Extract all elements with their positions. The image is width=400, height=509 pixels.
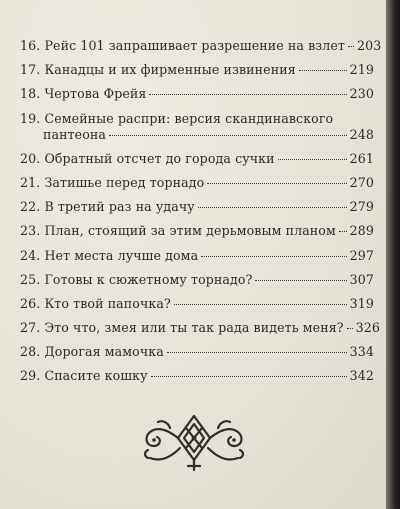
dot-leader <box>347 328 353 329</box>
toc-entry <box>20 175 374 191</box>
toc-entry-label: 19. Семейные распри: версия скандинавского <box>20 110 334 126</box>
toc-entry <box>20 86 374 102</box>
toc-entry <box>20 62 374 78</box>
dot-leader <box>151 376 347 377</box>
toc-entry-label: 16. Рейс 101 запрашивает разрешение на взлет <box>20 38 345 53</box>
toc-entry <box>20 248 374 264</box>
toc-entry <box>20 344 374 360</box>
toc-entry-label: 23. План, стоящий за этим дерьмовым планом <box>20 223 336 239</box>
toc-entry <box>20 38 382 54</box>
celtic-knot-ornament-icon <box>140 408 248 480</box>
toc-entry <box>20 296 374 312</box>
toc-page-number: 334 <box>349 344 374 360</box>
dot-leader <box>207 183 346 184</box>
toc-page-number: 219 <box>349 62 374 78</box>
toc-entry-label: 27. Это что, змея или ты так рада видеть меня? <box>20 320 344 336</box>
toc-entry-label: 24. Нет места лучше дома <box>20 247 199 263</box>
toc-entry-label: 21. Затишье перед торнадо <box>20 174 205 190</box>
toc-entry <box>20 151 374 167</box>
dot-leader <box>174 304 347 305</box>
toc-entry-label: 25. Готовы к сюжетному торнадо? <box>20 271 253 287</box>
dot-leader <box>339 231 347 232</box>
dot-leader <box>299 70 347 71</box>
toc-page-number: 307 <box>349 271 374 287</box>
dot-leader <box>278 159 347 160</box>
toc-page-number: 270 <box>349 174 374 190</box>
toc-page-number: 326 <box>355 320 380 336</box>
dot-leader <box>109 135 347 136</box>
toc-page-number: 289 <box>349 223 374 239</box>
dot-leader <box>255 280 346 281</box>
toc-entry <box>20 272 374 288</box>
toc-entry <box>20 368 374 384</box>
toc-entry <box>20 111 374 143</box>
dot-leader <box>198 207 347 208</box>
toc-page-number: 297 <box>349 247 374 263</box>
toc-entry-label: 17. Канадцы и их фирменные извинения <box>20 62 296 78</box>
toc-entry-label: 29. Спасите кошку <box>20 368 148 384</box>
toc-page-number: 203 <box>356 38 382 53</box>
toc-page-number: 230 <box>349 86 374 102</box>
toc-entry <box>20 223 374 239</box>
toc-page-number: 319 <box>349 295 374 311</box>
dot-leader <box>201 256 346 257</box>
table-of-contents <box>20 38 382 393</box>
toc-entry-label: 22. В третий раз на удачу <box>20 199 195 215</box>
toc-entry-label: 18. Чертова Фрейя <box>20 86 147 102</box>
toc-page-number: 248 <box>349 126 374 142</box>
toc-entry-label: 28. Дорогая мамочка <box>20 344 164 360</box>
dot-leader <box>149 94 346 95</box>
toc-entry-label: 26. Кто твой папочка? <box>20 295 171 311</box>
toc-entry <box>20 320 380 336</box>
toc-page-number: 342 <box>349 368 374 384</box>
toc-page-number: 261 <box>349 150 374 166</box>
dot-leader <box>348 46 354 47</box>
toc-entry-label: 20. Обратный отсчет до города сучки <box>20 150 275 166</box>
toc-entry-label-continued: пантеона <box>43 126 107 142</box>
toc-entry <box>20 199 374 215</box>
dot-leader <box>167 352 347 353</box>
toc-page-number: 279 <box>349 199 374 215</box>
page-edge-shadow <box>386 0 400 509</box>
